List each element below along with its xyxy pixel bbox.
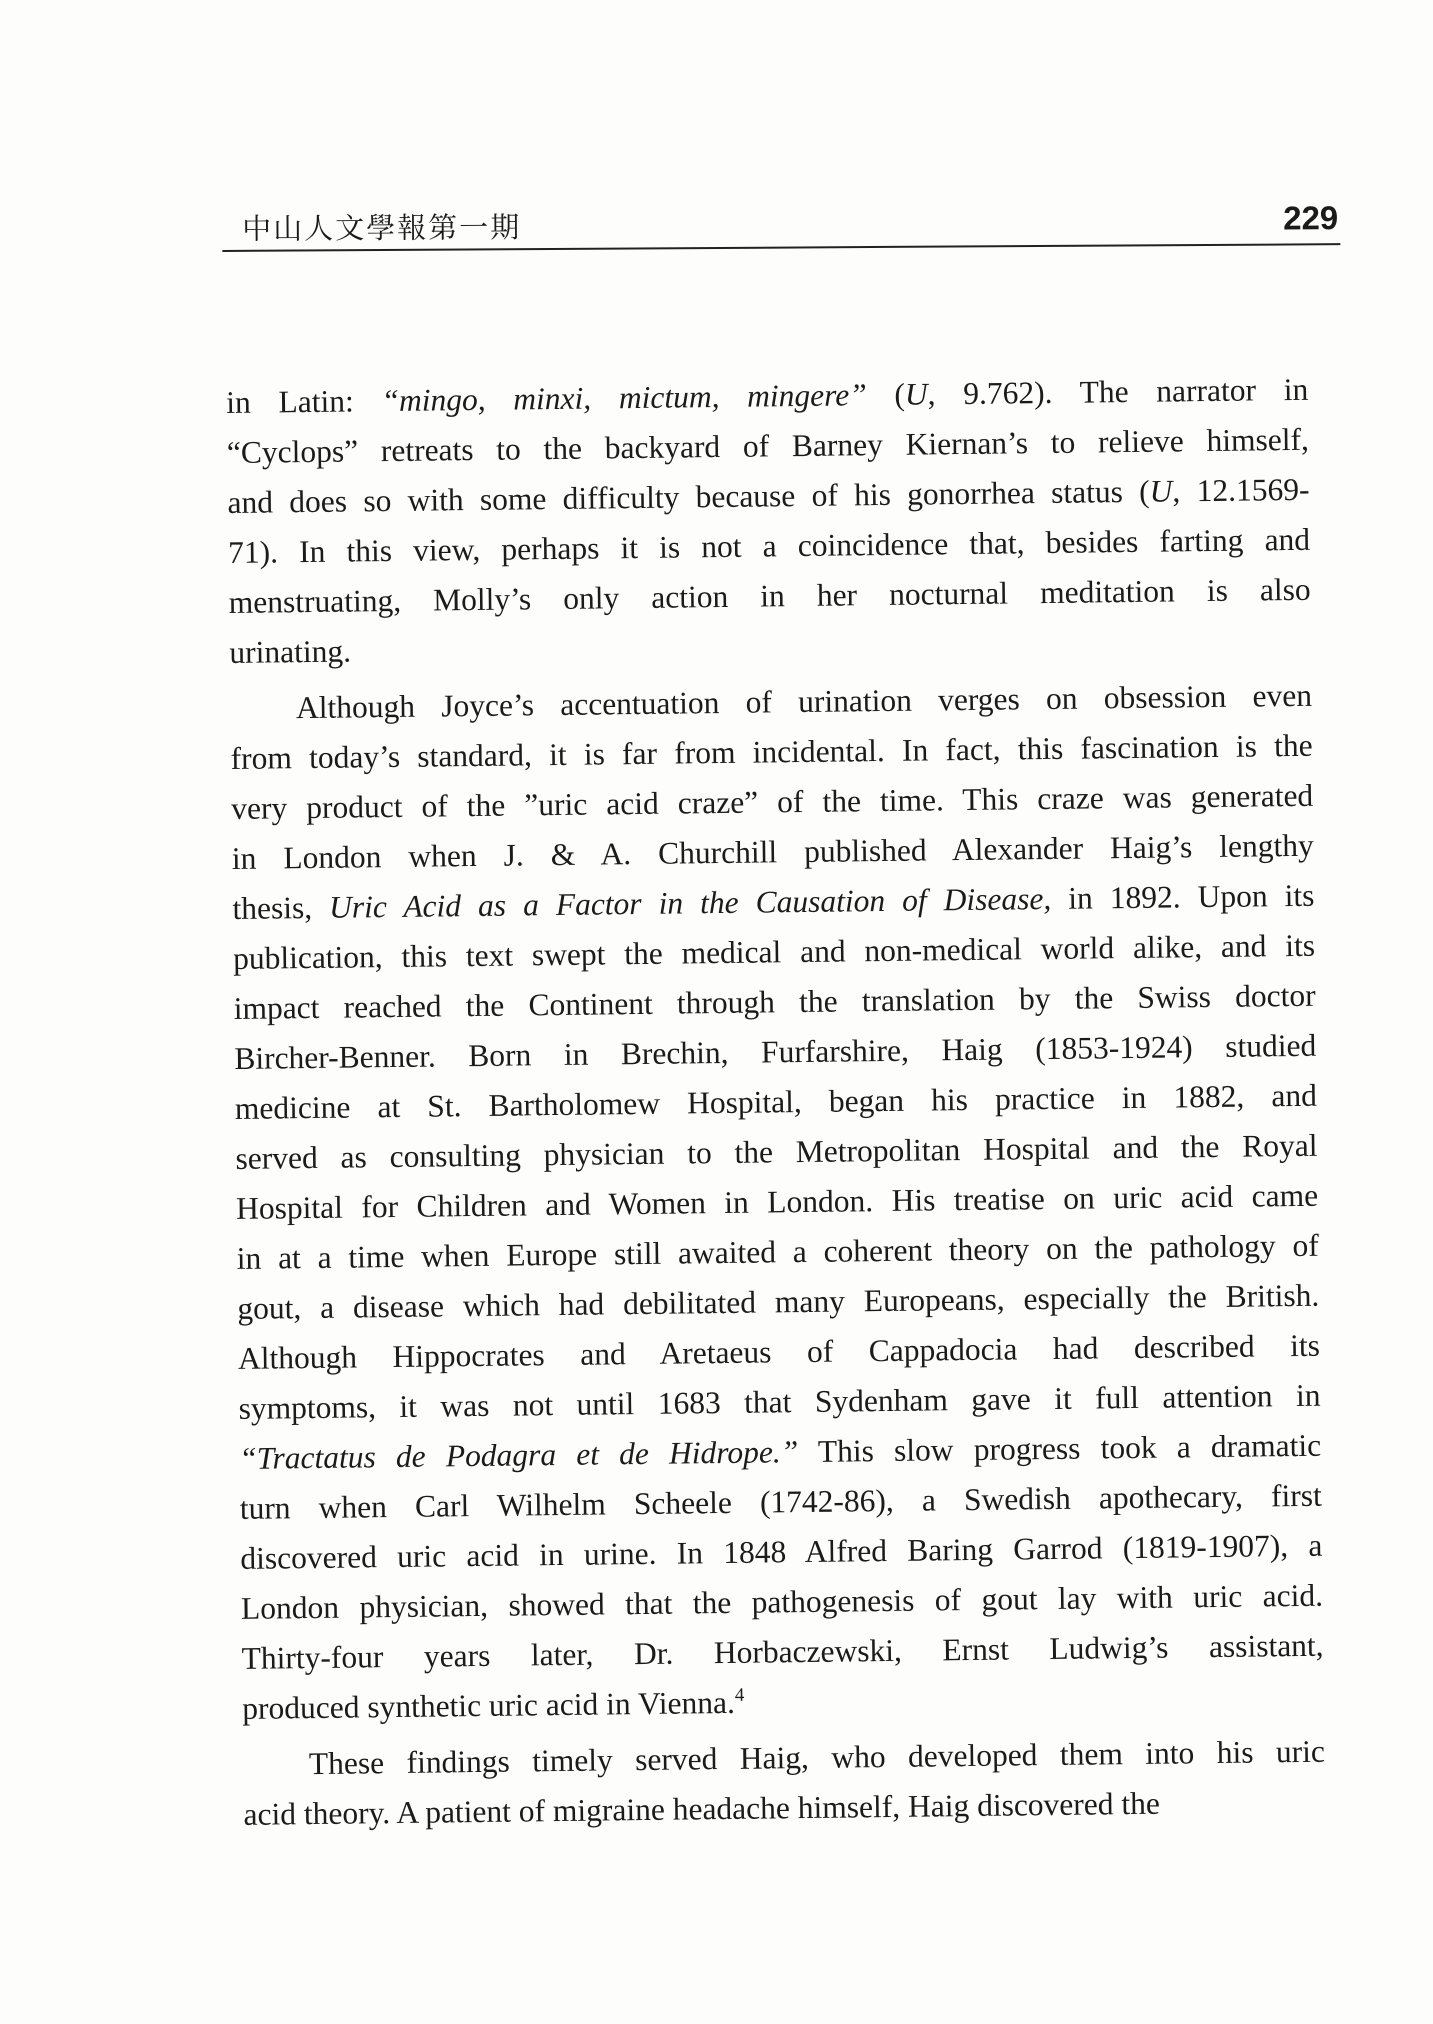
running-head [222,181,1340,252]
text-segment: in 1892. Upon its [1051,877,1315,916]
text-segment: very product of the ”uric acid craze” of the time. This craze was generated [231,777,1314,826]
text-segment: Thirty-four years later, Dr. Horbaczewski, Ernst Ludwig’s assistant, [241,1627,1324,1676]
text-segment: from today’s standard, it is far from incidental. In fact, this fascination is the [230,727,1313,776]
text-segment: turn when Carl Wilhelm Scheele (1742-86), a Swedish apothecary, first [239,1477,1322,1526]
paragraph [243,1727,1326,1840]
text-segment: thesis, [232,889,330,926]
text-segment: in Latin: [226,383,382,420]
text-segment: , 12.1569- [1172,471,1310,509]
text-segment: in London when J. & A. Churchill published Alexander Haig’s lengthy [231,827,1315,876]
text-segment: 71). In this view, perhaps it is not a coincidence that, besides farting and [227,521,1311,570]
text-segment: Although Hippocrates and Aretaeus of Cappadocia had described its [237,1327,1321,1376]
italic-text: U [904,376,928,412]
footnote-marker: 4 [734,1684,745,1706]
paragraph [230,671,1325,1734]
text-segment: menstruating, Molly’s only action in her nocturnal meditation is also [228,571,1311,620]
body-text [226,365,1326,1846]
text-segment: publication, this text swept the medical and non-medical world alike, and its [232,927,1316,976]
text-segment: medicine at St. Bartholomew Hospital, began his practice in 1882, and [234,1077,1318,1126]
text-segment: produced synthetic uric acid in Vienna. [242,1684,736,1726]
text-segment: discovered uric acid in urine. In 1848 Alfred Baring Garrod (1819-1907), a [240,1527,1323,1576]
italic-text: U [1149,473,1173,509]
text-segment: acid theory. A patient of migraine headache himself, Haig discovered the [243,1785,1161,1832]
text-segment: Bircher-Benner. Born in Brechin, Furfarshire, Haig (1853-1924) studied [234,1027,1317,1076]
italic-text: “mingo, minxi, mictum, mingere” [381,377,867,419]
text-segment: gout, a disease which had debilitated many Europeans, especially the British. [237,1277,1320,1326]
text-segment: urinating. [229,633,352,670]
text-segment: Although Joyce’s accentuation of urination verges on obsession even [295,677,1313,726]
text-segment: impact reached the Continent through the translation by the Swiss doctor [233,977,1316,1026]
text-segment: served as consulting physician to the Metropolitan Hospital and the Royal [235,1127,1318,1176]
text-segment: ( [866,376,906,413]
page-number: 229 [1283,199,1339,237]
text-segment: These findings timely served Haig, who developed them into his uric [308,1733,1326,1782]
italic-text: Uric Acid as a Factor in the Causation of Disease, [328,880,1052,925]
paragraph [226,365,1312,678]
text-segment: “Cyclops” retreats to the backyard of Barney Kiernan’s to relieve himself, [226,421,1310,470]
text-segment: symptoms, it was not until 1683 that Sydenham gave it full attention in [238,1377,1321,1426]
text-segment: This slow progress took a dramatic [798,1427,1322,1470]
journal-title: 中山人文學報第一期 [242,210,522,246]
italic-text: “Tractatus de Podagra et de Hidrope.” [238,1434,799,1476]
text-segment: London physician, showed that the pathogenesis of gout lay with uric acid. [240,1577,1324,1626]
text-segment: in at a time when Europe still awaited a coherent theory on the pathology of [236,1227,1319,1276]
text-segment: , 9.762). The narrator in [927,371,1309,412]
text-segment: and does so with some difficulty because of his gonorrhea status ( [227,473,1150,520]
text-segment: Hospital for Children and Women in London. His treatise on uric acid came [235,1177,1319,1226]
